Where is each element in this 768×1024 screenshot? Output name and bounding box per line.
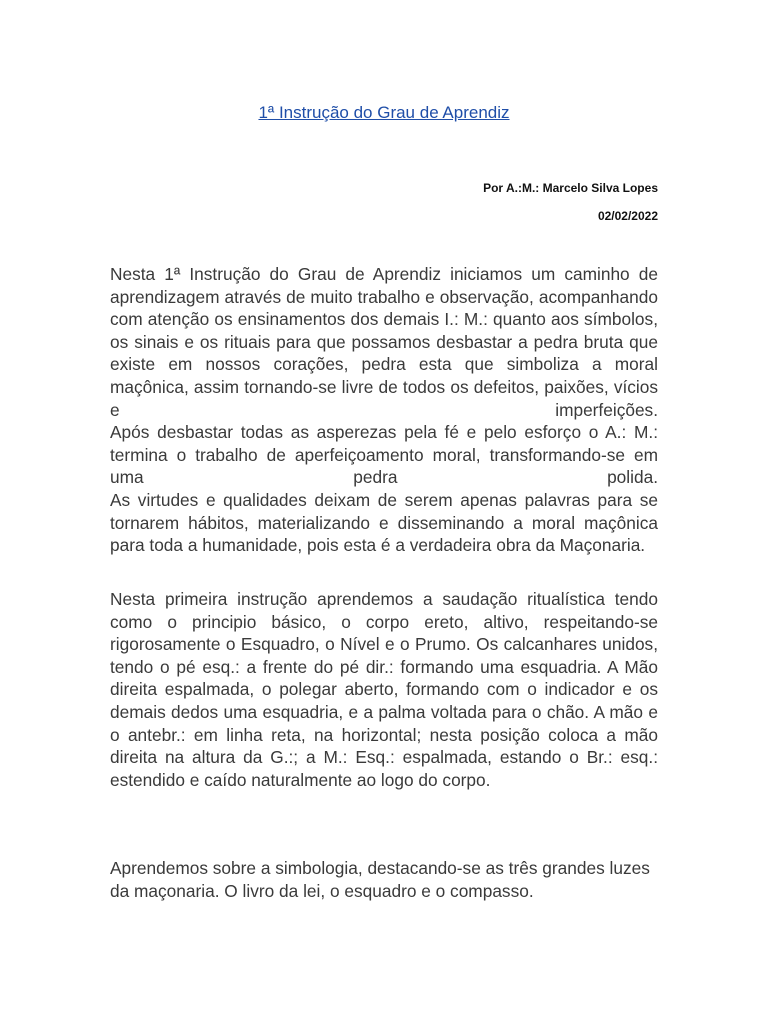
paragraph-1-part-3: As virtudes e qualidades deixam de serem apenas palavras para se tornarem hábitos, materializando e disseminando a moral maçônica para toda a humanidade, pois esta é a verdadeira obra da Maçonaria. [110, 489, 658, 556]
paragraph-1-part-2: Após desbastar todas as asperezas pela fé e pelo esforço o A.: M.: termina o trabalho de aperfeiçoamento moral, transformando-se em uma pedra polida. [110, 422, 658, 488]
date-line: 02/02/2022 [597, 209, 658, 223]
paragraph-2: Nesta primeira instrução aprendemos a saudação ritualística tendo como o principio básico, o corpo ereto, altivo, respeitando-se rigorosamente o Esquadro, o Nível e o Prumo. Os calcanhares unidos, tendo o pé esq.: a frente do pé dir.: formando uma esquadria. A Mão direita espalmada, o polegar aberto, formando com o indicador e os demais dedos uma esquadria, e a palma voltada para o chão. A mão e o antebr.: em linha reta, na horizontal; nesta posição coloca a mão direita na altura da G.:; a M.: Esq.: espalmada, estando o Br.: esq.: estendido e caído naturalmente ao logo do corpo. [110, 589, 658, 790]
author-line: Por A.:M.: Marcelo Silva Lopes [483, 181, 658, 195]
document-title: 1ª Instrução do Grau de Aprendiz [258, 103, 510, 122]
paragraph-1 [110, 263, 658, 557]
paragraph-1-part-1: Nesta 1ª Instrução do Grau de Aprendiz iniciamos um caminho de aprendizagem através de muito trabalho e observação, acompanhando com atenção os ensinamentos dos demais I.: M.: quanto aos símbolos, os sinais e os rituais para que possamos desbastar a pedra bruta que existe em nossos corações, pedra esta que simboliza a moral maçônica, assim tornando-se livre de todos os defeitos, paixões, vícios e imperfeições. [110, 264, 658, 420]
paragraph-3: Aprendemos sobre a simbologia, destacando-se as três grandes luzes da maçonaria. O livro da lei, o esquadro e o compasso. [110, 858, 650, 901]
